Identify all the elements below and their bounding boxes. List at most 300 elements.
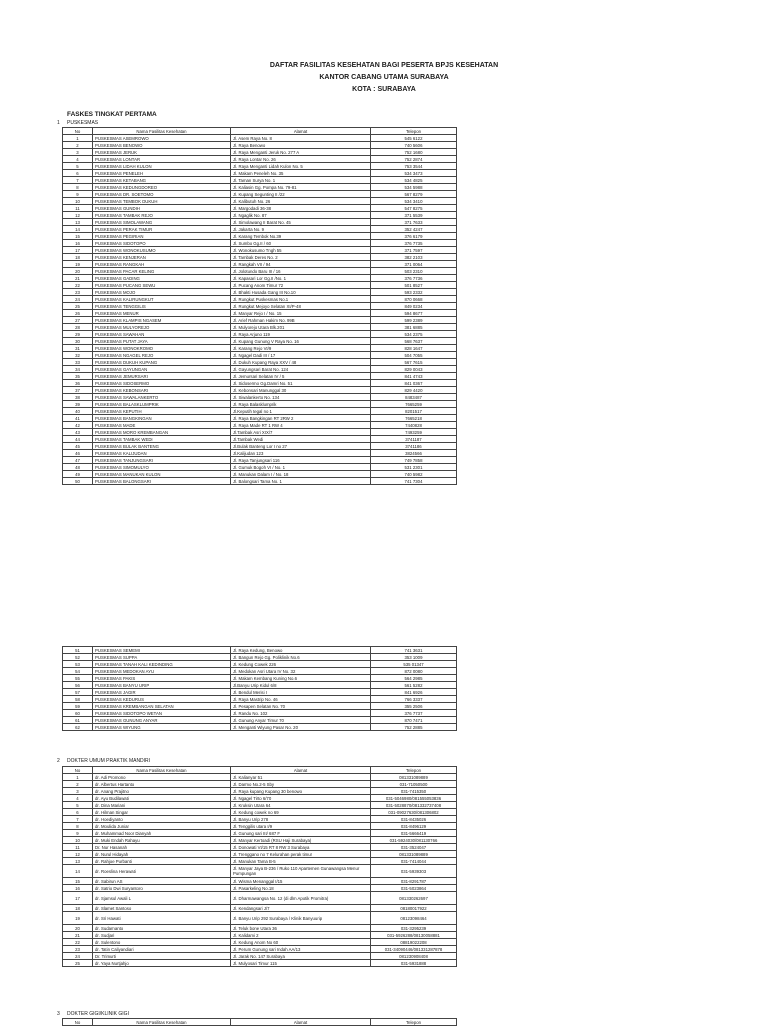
- cell-facility-name: PUSKESMAS SIMOLAWANG: [93, 219, 231, 226]
- cell-address: Jl. Arief Rahman Hakim No. 99B: [231, 317, 371, 324]
- cell-facility-name: PUSKESMAS JAGIR: [93, 689, 231, 696]
- table-row: [63, 932, 457, 939]
- cell-address: Jl. Manyar Kertoadi (RSU Haji Surabaya): [231, 837, 371, 844]
- cell-phone: 081331089889: [371, 774, 457, 781]
- cell-address: Jl. Kalidami 2: [231, 932, 371, 939]
- cell-row-number: 45: [63, 443, 93, 450]
- cell-facility-name: PUSKESMAS KALIRUNGKUT: [93, 296, 231, 303]
- cell-address: Jl. Raya Mastrip No. 46: [231, 696, 371, 703]
- cell-facility-name: PUSKESMAS PUTAT JAYA: [93, 338, 231, 345]
- cell-facility-name: PUSKESMAS ASEMROWO: [93, 135, 231, 142]
- cell-address: Jl. Raya Menganti Lidah Kulon No. 5: [231, 163, 371, 170]
- cell-phone: 376 7736: [371, 275, 457, 282]
- cell-facility-name: PUSKESMAS KLAMPIS NGASEM: [93, 317, 231, 324]
- cell-phone: 8483487: [371, 394, 457, 401]
- cell-row-number: 14: [63, 865, 93, 878]
- table-row: [63, 464, 457, 471]
- cell-phone: 749 7858: [371, 457, 457, 464]
- cell-facility-name: PUSKESMAS SIDOTOPO: [93, 240, 231, 247]
- cell-phone: 3741186: [371, 443, 457, 450]
- cell-phone: 741 3631: [371, 647, 457, 654]
- cell-facility-name: PUSKESMAS GUNDIH: [93, 205, 231, 212]
- cell-facility-name: PUSKESMAS KENJERAN: [93, 254, 231, 261]
- cell-address: Jl. Mulyorejo Utara Blk.201: [231, 324, 371, 331]
- cell-address: Jl. Bendul Merisi I: [231, 689, 371, 696]
- cell-facility-name: PUSKESMAS KEPUTIH: [93, 408, 231, 415]
- cell-address: Jl. Medokan Asri Utara IV No. 32: [231, 668, 371, 675]
- cell-address: Jl. Karang Tembok No.39: [231, 233, 371, 240]
- cell-facility-name: dr. Adi Promono: [93, 774, 231, 781]
- cell-address: Jl. Raya Kedung, Benowo: [231, 647, 371, 654]
- cell-row-number: 3: [63, 788, 93, 795]
- cell-row-number: 36: [63, 380, 93, 387]
- cell-address: Jl. Kedung Cowek 226: [231, 661, 371, 668]
- cell-facility-name: PUSKESMAS SAWALANKERTO: [93, 394, 231, 401]
- table-row: [63, 795, 457, 802]
- cell-phone: 568 7637: [371, 338, 457, 345]
- cell-facility-name: PUSKESMAS MORO KREMBANGAN: [93, 429, 231, 436]
- cell-row-number: 2: [63, 781, 93, 788]
- cell-phone: 545 6122: [371, 135, 457, 142]
- table-row: [63, 953, 457, 960]
- cell-row-number: 48: [63, 464, 93, 471]
- cell-facility-name: dr. Sri Hawati: [93, 912, 231, 925]
- cell-address: Jl. Ngagel Tirto 6/70: [231, 795, 371, 802]
- cell-address: Jl. Bhakti Husada Gang III No.10: [231, 289, 371, 296]
- cell-address: Jl. Pasarkeling No.18: [231, 885, 371, 892]
- table-row: [63, 380, 457, 387]
- cell-facility-name: PUSKESMAS SIDOSERMO: [93, 380, 231, 387]
- cell-facility-name: PUSKESMAS GADING: [93, 275, 231, 282]
- table-row: [63, 415, 457, 422]
- table-row: [63, 177, 457, 184]
- cell-phone: 870 7471: [371, 717, 457, 724]
- cell-phone: 376 7737: [371, 710, 457, 717]
- cell-phone: 031-3295239: [371, 925, 457, 932]
- cell-row-number: 58: [63, 696, 93, 703]
- section-3-name: DOKTER GIGI/KLINIK GIGI: [67, 1011, 129, 1017]
- cell-phone: 599 2389: [371, 317, 457, 324]
- cell-row-number: 23: [63, 289, 93, 296]
- cell-facility-name: PUSKESMAS MEDOKAN AYU: [93, 668, 231, 675]
- cell-phone: 504 7055: [371, 352, 457, 359]
- table-row: [63, 184, 457, 191]
- cell-facility-name: PUSKESMAS SEMEMI: [93, 647, 231, 654]
- cell-address: Jl. Raya Menganti Jeruk No. 277 A: [231, 149, 371, 156]
- cell-address: Jl. Manukan Tama B-5: [231, 858, 371, 865]
- cell-facility-name: dr. Satrio Dwi Suryantoro: [93, 885, 231, 892]
- table-row: [63, 261, 457, 268]
- cell-phone: 829 4420: [371, 387, 457, 394]
- puskesmas-table: [62, 127, 457, 485]
- cell-facility-name: PUSKESMAS LONTAR: [93, 156, 231, 163]
- header-address: Alamat: [231, 1019, 371, 1026]
- table-row: [63, 830, 457, 837]
- section-1-number: 1: [57, 120, 60, 126]
- table-row: [63, 401, 457, 408]
- cell-address: Jl. Banyu Urip 292 Surabaya / Klinik Banyuurip: [231, 912, 371, 925]
- table-row: [63, 373, 457, 380]
- table-row: [63, 394, 457, 401]
- cell-phone: 376 6179: [371, 233, 457, 240]
- cell-facility-name: Dr. Trimurti: [93, 953, 231, 960]
- cell-row-number: 18: [63, 905, 93, 912]
- table-row: [63, 296, 457, 303]
- cell-row-number: 18: [63, 254, 93, 261]
- table-row: [63, 366, 457, 373]
- cell-address: Jl. Raya Balasklumprik: [231, 401, 371, 408]
- header-row-number: No: [63, 128, 93, 135]
- cell-address: Jl. Kapasari Lor Gg.II /No. 1: [231, 275, 371, 282]
- table-row: [63, 450, 457, 457]
- table-row: [63, 837, 457, 844]
- header-facility-name: Nama Fasilitas Kesehatan: [93, 1019, 231, 1026]
- cell-row-number: 12: [63, 212, 93, 219]
- cell-phone: 08180017922: [371, 905, 457, 912]
- cell-facility-name: PUSKESMAS TAMBAK WEDI: [93, 436, 231, 443]
- section-2-number: 2: [57, 758, 60, 764]
- cell-address: Jl. Perum Gunung sari Indah AA/13: [231, 946, 371, 953]
- cell-row-number: 34: [63, 366, 93, 373]
- table-row: [63, 310, 457, 317]
- cell-address: Jl. Kruksin Utara 64: [231, 802, 371, 809]
- cell-address: Jl. Jakarta No. 9: [231, 226, 371, 233]
- cell-phone: 841 4743: [371, 373, 457, 380]
- table-row: [63, 946, 457, 953]
- cell-row-number: 10: [63, 198, 93, 205]
- cell-facility-name: dr. Albertus Hartanto: [93, 781, 231, 788]
- cell-facility-name: PUSKESMAS MANUKAN KULON: [93, 471, 231, 478]
- table-row: [63, 156, 457, 163]
- cell-row-number: 37: [63, 387, 93, 394]
- table-row: [63, 331, 457, 338]
- cell-phone: 7493259: [371, 429, 457, 436]
- cell-row-number: 29: [63, 331, 93, 338]
- cell-facility-name: PUSKESMAS SIMOMULYO: [93, 464, 231, 471]
- cell-row-number: 2: [63, 142, 93, 149]
- cell-phone: 849 0234: [371, 303, 457, 310]
- cell-address: Jl. Sidosermo Gg.Damri No. 51: [231, 380, 371, 387]
- header-facility-name: Nama Fasilitas Kesehatan: [93, 128, 231, 135]
- table-row: [63, 878, 457, 885]
- cell-phone: 031-5028870/081332737408: [371, 802, 457, 809]
- cell-phone: 031-5666419: [371, 830, 457, 837]
- table-row: [63, 703, 457, 710]
- table-row: [63, 247, 457, 254]
- cell-facility-name: dr. Slamet Santoso: [93, 905, 231, 912]
- cell-facility-name: PUSKESMAS KEDURUS: [93, 696, 231, 703]
- cell-facility-name: PUSKESMAS BENOWO: [93, 142, 231, 149]
- cell-facility-name: PUSKESMAS RANGKAH: [93, 261, 231, 268]
- cell-phone: 740 5982: [371, 471, 457, 478]
- cell-phone: 752 2874: [371, 156, 457, 163]
- cell-facility-name: PUSKESMAS JEMURSARI: [93, 373, 231, 380]
- table-row: [63, 471, 457, 478]
- cell-row-number: 32: [63, 352, 93, 359]
- cell-phone: 534 2375: [371, 331, 457, 338]
- section-1-name: PUSKESMAS: [67, 120, 99, 126]
- cell-facility-name: PUSKESMAS PERAK TIMUR: [93, 226, 231, 233]
- cell-phone: 031-5939303: [371, 865, 457, 878]
- table-row: [63, 809, 457, 816]
- cell-phone: 752 2885: [371, 724, 457, 731]
- cell-address: Jl. Trenggano no 7 Kelurahan perak timur: [231, 851, 371, 858]
- cell-phone: 031-8496129: [371, 823, 457, 830]
- cell-row-number: 16: [63, 885, 93, 892]
- table-row: [63, 892, 457, 905]
- cell-row-number: 53: [63, 661, 93, 668]
- cell-row-number: 6: [63, 170, 93, 177]
- table-row: [63, 905, 457, 912]
- cell-facility-name: PUSKESMAS SIDOTOPO WETAN: [93, 710, 231, 717]
- section-1-heading: [57, 120, 98, 126]
- table-row: [63, 324, 457, 331]
- cell-address: Jl. Kebonsari Manunggal 30: [231, 387, 371, 394]
- cell-phone: 567 7615: [371, 359, 457, 366]
- cell-phone: 031-5924030/081130766: [371, 837, 457, 844]
- cell-facility-name: PUSKESMAS KEBONSARI: [93, 387, 231, 394]
- cell-phone: 766 3337: [371, 696, 457, 703]
- cell-facility-name: dr. Sulentono: [93, 939, 231, 946]
- cell-address: Jl. Kalibutuh No. 26: [231, 198, 371, 205]
- cell-address: Jl. Ngagel Dadi III / 17: [231, 352, 371, 359]
- cell-row-number: 31: [63, 345, 93, 352]
- title-line-2: KANTOR CABANG UTAMA SURABAYA: [319, 74, 449, 81]
- cell-row-number: 30: [63, 338, 93, 345]
- cell-phone: 870 0668: [371, 296, 457, 303]
- cell-row-number: 1: [63, 135, 93, 142]
- cell-row-number: 10: [63, 837, 93, 844]
- header-phone: Telepon: [371, 1019, 457, 1026]
- cell-phone: 534 5988: [371, 184, 457, 191]
- header-facility-name: Nama Fasilitas Kesehatan: [93, 767, 231, 774]
- cell-address: Jl. Raya Arjuno 119: [231, 331, 371, 338]
- cell-phone: 081330262697: [371, 892, 457, 905]
- header-address: Alamat: [231, 128, 371, 135]
- cell-row-number: 5: [63, 163, 93, 170]
- cell-address: Jl. Raya Bangkingan RT 2RW 2: [231, 415, 371, 422]
- dokter-gigi-table: [62, 1018, 457, 1026]
- cell-address: Jl. Ngaglik No. 87: [231, 212, 371, 219]
- cell-row-number: 17: [63, 892, 93, 905]
- table-row: [63, 303, 457, 310]
- table-row: [63, 457, 457, 464]
- cell-address: Jl. Randu No. 102: [231, 710, 371, 717]
- table-row: [63, 338, 457, 345]
- cell-row-number: 23: [63, 946, 93, 953]
- section-3-heading: [57, 1011, 129, 1017]
- cell-phone: 7665218: [371, 415, 457, 422]
- cell-facility-name: PUSKESMAS GUNUNG ANYAR: [93, 717, 231, 724]
- cell-phone: 031-71050500: [371, 781, 457, 788]
- cell-phone: 081230908408: [371, 953, 457, 960]
- cell-row-number: 47: [63, 457, 93, 464]
- cell-phone: 031-8291787: [371, 878, 457, 885]
- cell-facility-name: PUSKESMAS KETABANG: [93, 177, 231, 184]
- cell-facility-name: dr. Tatin Caliyandiari: [93, 946, 231, 953]
- cell-address: Jl. Manukan Dalam I / No. 18: [231, 471, 371, 478]
- cell-address: Jl. Gayungsari Barat No. 124: [231, 366, 371, 373]
- table-row: [63, 654, 457, 661]
- cell-phone: 353 1009: [371, 654, 457, 661]
- cell-row-number: 61: [63, 717, 93, 724]
- cell-facility-name: PUSKESMAS BANYU URIP: [93, 682, 231, 689]
- cell-address: Jl. Pesapen Selatan No. 70: [231, 703, 371, 710]
- cell-phone: 352 4247: [371, 226, 457, 233]
- cell-facility-name: PUSKESMAS KREMBANGAN SELATAN: [93, 703, 231, 710]
- dokter-umum-table: [62, 766, 457, 967]
- table-row: [63, 925, 457, 932]
- cell-facility-name: PUSKESMAS BALASKLUMPRIK: [93, 401, 231, 408]
- table-header: [63, 128, 457, 135]
- cell-facility-name: PUSKESMAS PENELEH: [93, 170, 231, 177]
- table-header: [63, 1019, 457, 1026]
- cell-address: Jl. Mulyosari Timur 115: [231, 960, 371, 967]
- cell-row-number: 22: [63, 282, 93, 289]
- table-row: [63, 282, 457, 289]
- cell-phone: 503 2310: [371, 268, 457, 275]
- table-row: [63, 226, 457, 233]
- cell-row-number: 59: [63, 703, 93, 710]
- cell-address: Jl.Keputih tegal no 1: [231, 408, 371, 415]
- cell-address: Jl. Makam Peneleh No. 35: [231, 170, 371, 177]
- cell-facility-name: PUSKESMAS WONOKROMO: [93, 345, 231, 352]
- cell-address: Jl.Tambak Asri XIX/7: [231, 429, 371, 436]
- cell-row-number: 5: [63, 802, 93, 809]
- section-2-name: DOKTER UMUM PRAKTIK MANDIRI: [67, 758, 151, 764]
- table-row: [63, 844, 457, 851]
- cell-row-number: 21: [63, 275, 93, 282]
- table-row: [63, 781, 457, 788]
- cell-address: Jl. Darmo No.2-5 Sby: [231, 781, 371, 788]
- table-row: [63, 885, 457, 892]
- cell-row-number: 13: [63, 858, 93, 865]
- table-row: [63, 205, 457, 212]
- cell-facility-name: PUSKESMAS WIYUNG: [93, 724, 231, 731]
- table-row: [63, 219, 457, 226]
- cell-facility-name: PUSKESMAS WONOKUSUMO: [93, 247, 231, 254]
- cell-address: Jl. Rungkut Mejoyo Selatan XI/P-48: [231, 303, 371, 310]
- cell-row-number: 15: [63, 878, 93, 885]
- cell-facility-name: PUSKESMAS TAMBAK REJO: [93, 212, 231, 219]
- cell-address: Jl. Kendangsari J/7: [231, 905, 371, 912]
- cell-row-number: 52: [63, 654, 93, 661]
- cell-row-number: 14: [63, 226, 93, 233]
- cell-row-number: 60: [63, 710, 93, 717]
- cell-phone: 7440828: [371, 422, 457, 429]
- cell-row-number: 15: [63, 233, 93, 240]
- cell-address: Jl. Dharmawangsa No. 12 (di dlm Apotik Promitra): [231, 892, 371, 905]
- cell-phone: 031-5931888: [371, 960, 457, 967]
- cell-row-number: 49: [63, 471, 93, 478]
- table-row: [63, 163, 457, 170]
- cell-facility-name: dr. Sjamsul Awali L: [93, 892, 231, 905]
- cell-phone: 564 2985: [371, 675, 457, 682]
- cell-facility-name: PUSKESMAS LIDAH KULON: [93, 163, 231, 170]
- cell-row-number: 46: [63, 450, 93, 457]
- table-row: [63, 960, 457, 967]
- cell-phone: 031-8435026: [371, 816, 457, 823]
- table-row: [63, 912, 457, 925]
- table-row: [63, 142, 457, 149]
- table-row: [63, 478, 457, 485]
- cell-facility-name: PUSKESMAS MOJO: [93, 289, 231, 296]
- faskes-section-title: FASKES TINGKAT PERTAMA: [67, 111, 157, 118]
- cell-facility-name: PUSKESMAS MENUR: [93, 310, 231, 317]
- cell-row-number: 35: [63, 373, 93, 380]
- table-row: [63, 710, 457, 717]
- cell-phone: 740 5606: [371, 142, 457, 149]
- title-line-3: KOTA : SURABAYA: [352, 86, 416, 93]
- table-row: [63, 724, 457, 731]
- cell-facility-name: dr. Muki Endah Rahayu: [93, 837, 231, 844]
- cell-address: Jl. Gunung sari III/ 687 F: [231, 830, 371, 837]
- cell-phone: 382 2103: [371, 254, 457, 261]
- table-row: [63, 816, 457, 823]
- table-row: [63, 289, 457, 296]
- table-row: [63, 939, 457, 946]
- cell-phone: 828 1647: [371, 345, 457, 352]
- cell-address: Jl. Rangkah VII / 94: [231, 261, 371, 268]
- table-row: [63, 851, 457, 858]
- cell-row-number: 7: [63, 177, 93, 184]
- table-row: [63, 317, 457, 324]
- cell-address: Jl. Wonokusumo Tngh 55: [231, 247, 371, 254]
- cell-facility-name: PUSKESMAS GAYUNGAN: [93, 366, 231, 373]
- table-row: [63, 858, 457, 865]
- cell-address: Jl. Manyar Rejo I / No. 15: [231, 310, 371, 317]
- table-row: [63, 149, 457, 156]
- cell-phone: 031-34090446/081331287878: [371, 946, 457, 953]
- cell-row-number: 21: [63, 932, 93, 939]
- cell-row-number: 11: [63, 205, 93, 212]
- cell-phone: 371 7633: [371, 219, 457, 226]
- cell-phone: 567 8279: [371, 191, 457, 198]
- table-row: [63, 345, 457, 352]
- cell-address: Jl. Margodadi 36-38: [231, 205, 371, 212]
- cell-row-number: 19: [63, 912, 93, 925]
- cell-row-number: 16: [63, 240, 93, 247]
- cell-address: Jl. Simolawang II Barat No. 45: [231, 219, 371, 226]
- cell-row-number: 1: [63, 774, 93, 781]
- cell-row-number: 3: [63, 149, 93, 156]
- cell-phone: 081331089889: [371, 851, 457, 858]
- cell-address: Jl. Tenggilis utara I/9: [231, 823, 371, 830]
- table-row: [63, 422, 457, 429]
- cell-row-number: 51: [63, 647, 93, 654]
- table-header: [63, 767, 457, 774]
- cell-address: Jl. Dukuh Kupang Raya XXV / 48: [231, 359, 371, 366]
- cell-facility-name: dr. Roeslina Herawati: [93, 865, 231, 878]
- table-row: [63, 387, 457, 394]
- table-row: [63, 696, 457, 703]
- cell-phone: 534 3410: [371, 198, 457, 205]
- cell-row-number: 8: [63, 823, 93, 830]
- cell-row-number: 40: [63, 408, 93, 415]
- cell-address: Jl. Rungkut Puskesmas No.1: [231, 296, 371, 303]
- header-phone: Telepon: [371, 767, 457, 774]
- table-row: [63, 647, 457, 654]
- cell-phone: 031-7415350: [371, 788, 457, 795]
- cell-facility-name: PUSKESMAS PAKIS: [93, 675, 231, 682]
- cell-phone: 371 0064: [371, 261, 457, 268]
- table-row: [63, 689, 457, 696]
- cell-phone: 031-3524047: [371, 844, 457, 851]
- cell-address: Jl. Sumbo Gg.II / 60: [231, 240, 371, 247]
- table-row: [63, 408, 457, 415]
- cell-address: Jl. Jemursari Selatan IV / 5: [231, 373, 371, 380]
- table-row: [63, 429, 457, 436]
